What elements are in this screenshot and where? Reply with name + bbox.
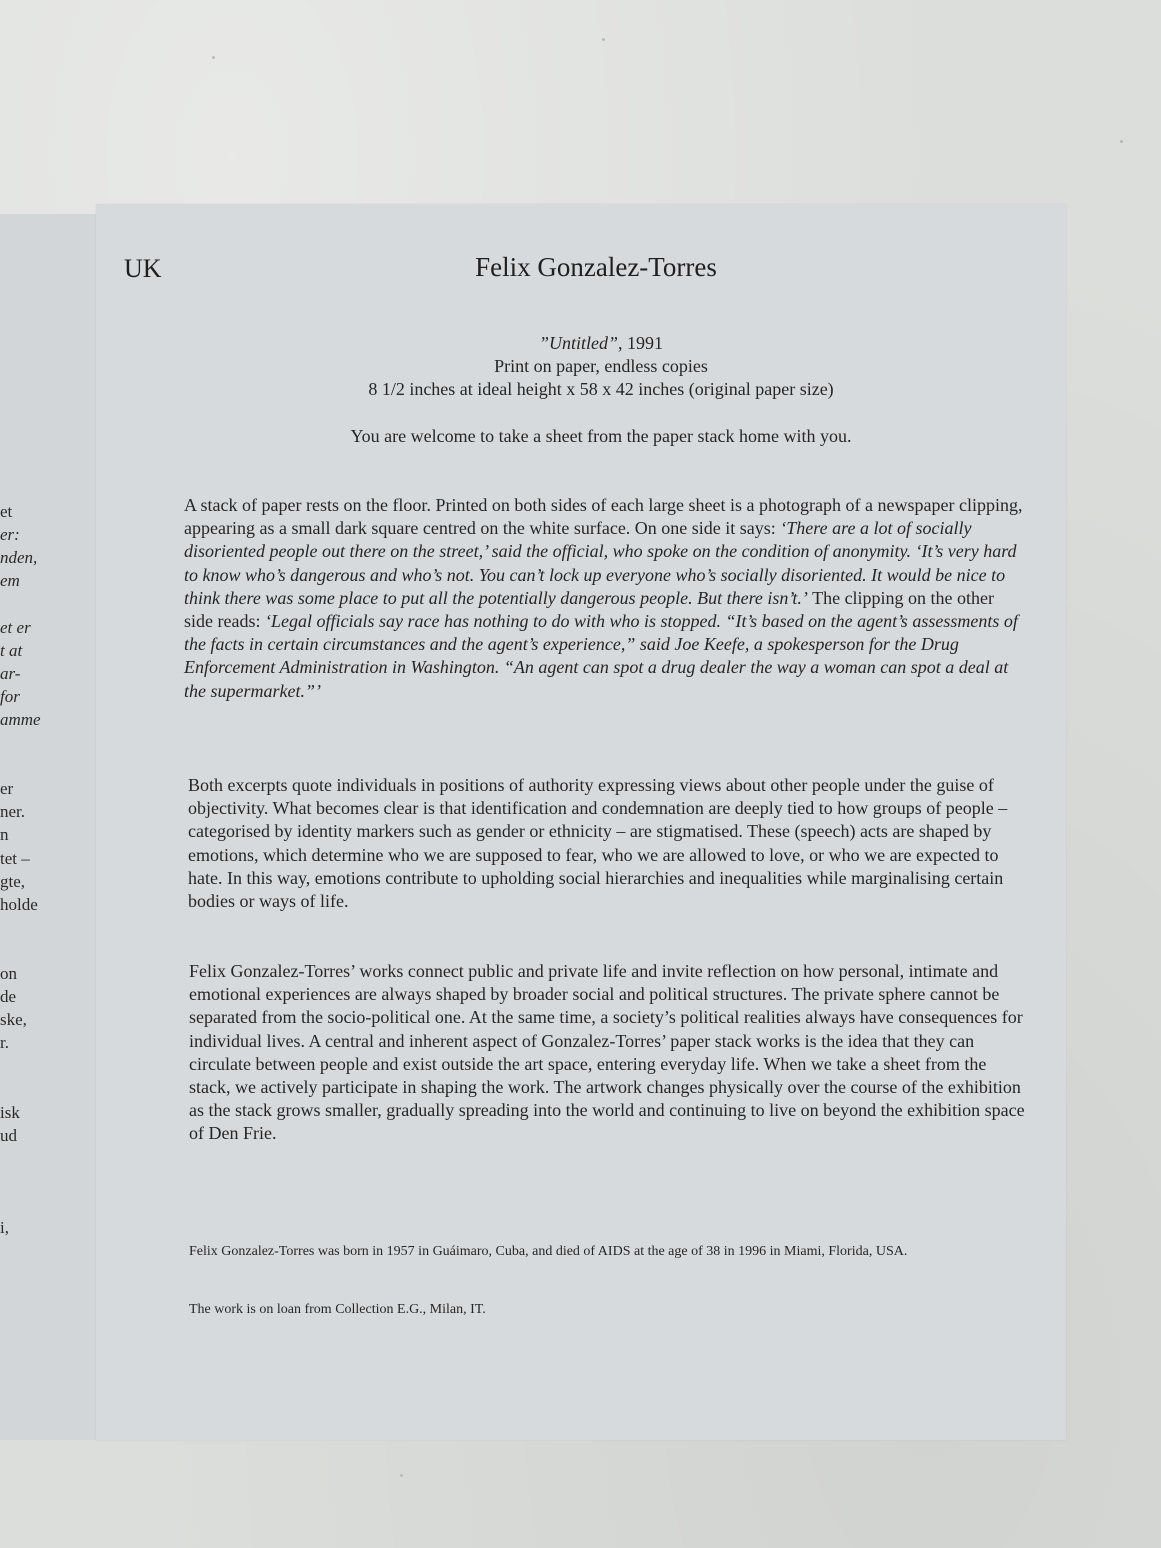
artist-name: Felix Gonzalez-Torres xyxy=(475,252,717,282)
artwork-year: , 1991 xyxy=(618,333,663,353)
neighbouring-label-fragment: tet – xyxy=(0,848,30,868)
artist-biography: Felix Gonzalez-Torres was born in 1957 in Guáimaro, Cuba, and died of AIDS at the age of 38 in 1996 in Miami, Florida, USA. xyxy=(189,1244,908,1259)
artwork-title: ”Untitled” xyxy=(538,333,618,353)
artwork-medium: Print on paper, endless copies xyxy=(494,356,708,376)
clipping-quote-1: ‘There are a lot of socially disoriented people out there on the street,’ said the official, who spoke on the condition of anonymity. ‘It’s very hard to know who’s dangerous and who’s not. You can’t lock up everyone who’s socially disoriented. It would be nice to think there was some place to put all the potentially dangerous people. But there isn’t.’ xyxy=(184,518,1017,608)
neighbouring-label-fragment: et xyxy=(0,502,13,521)
neighbouring-label-fragment: ud xyxy=(0,1125,17,1145)
neighbouring-label-fragment: amme xyxy=(0,709,41,729)
artwork-details xyxy=(96,332,1106,401)
paragraph-description xyxy=(184,494,1024,703)
neighbouring-label-fragment: for xyxy=(0,686,20,706)
clipping-quote-2: ‘Legal officials say race has nothing to do with who is stopped. “It’s based on the agent’s assessments of the facts in certain circumstances and the agent’s experience,” said Joe Keefe, a spokesperson for the Drug Enforcement Administration in Washington. “An agent can spot a drug dealer the way a woman can spot a deal at the supermarket.”’ xyxy=(184,611,1018,701)
neighbouring-label-fragment: t at xyxy=(0,640,23,660)
neighbouring-label-fragment: holde xyxy=(0,894,38,914)
language-code: UK xyxy=(124,254,162,283)
neighbouring-label-fragment: isk xyxy=(0,1102,20,1122)
paragraph-context-text: Felix Gonzalez-Torres’ works connect public and private life and invite reflection on how personal, intimate and emotional experiences are always shaped by broader social and political structures. The private sphere cannot be separated from the socio-political one. At the same time, a society’s political realities always have consequences for individual lives. A central and inherent aspect of Gonzalez-Torres’ paper stack works is the idea that they can circulate between people and exist outside the art space, entering everyday life. When we take a sheet from the stack, we actively participate in shaping the work. The artwork changes physically over the course of the exhibition as the stack grows smaller, gradually spreading into the world and continuing to live on beyond the exhibition space of Den Frie. xyxy=(189,961,1025,1144)
neighbouring-label-fragment: ske, xyxy=(0,1010,27,1030)
neighbouring-label-fragment: em xyxy=(0,571,20,591)
neighbouring-label-fragment: on xyxy=(0,964,17,983)
neighbouring-label-panel xyxy=(0,214,96,1440)
neighbouring-label-fragment: n xyxy=(0,825,9,845)
wall-speck xyxy=(602,38,605,41)
neighbouring-label-fragment: r. xyxy=(0,1033,9,1053)
neighbouring-label-fragment: i, xyxy=(0,1218,9,1238)
neighbouring-label-fragment: ner. xyxy=(0,802,26,822)
artwork-dimensions: 8 1/2 inches at ideal height x 58 x 42 inches (original paper size) xyxy=(368,379,834,399)
paragraph-intro: A stack of paper rests on the floor. Printed on both sides of each large sheet is a photograph of a newspaper clipping, appearing as a small dark square centred on the white surface. On one side it says: xyxy=(184,495,1023,539)
loan-credit: The work is on loan from Collection E.G., Milan, IT. xyxy=(189,1302,486,1317)
paragraph-context xyxy=(189,960,1029,1146)
artwork-title-line xyxy=(96,332,1106,355)
invitation-text: You are welcome to take a sheet from the paper stack home with you. xyxy=(350,426,852,446)
wall-speck xyxy=(212,56,215,59)
paragraph-middle: The clipping on the other side reads: xyxy=(184,587,995,632)
neighbouring-label-fragment: ar- xyxy=(0,663,21,683)
paragraph-analysis-text: Both excerpts quote individuals in positions of authority expressing views about other people under the guise of objectivity. What becomes clear is that identification and condemnation are deeply tied to how groups of people – categorised by identity markers such as gender or ethnicity – are stigmatised. These (speech) acts are shaped by emotions, which determine who we are supposed to fear, who we are allowed to love, or who we are expected to hate. In this way, emotions contribute to upholding social hierarchies and inequalities while marginalising certain bodies or ways of life. xyxy=(188,775,1008,912)
neighbouring-label-fragment: et er xyxy=(0,617,31,637)
neighbouring-label-fragment: er: xyxy=(0,525,20,545)
neighbouring-label-fragment: er xyxy=(0,779,14,799)
wall-speck xyxy=(400,1474,403,1477)
neighbouring-label-fragment: nden, xyxy=(0,548,38,568)
wall-speck xyxy=(1120,140,1123,143)
neighbouring-label-fragment: gte, xyxy=(0,871,26,891)
wall-label-panel xyxy=(96,204,1066,1440)
paragraph-analysis xyxy=(188,774,1028,913)
neighbouring-label-fragment: de xyxy=(0,987,17,1007)
